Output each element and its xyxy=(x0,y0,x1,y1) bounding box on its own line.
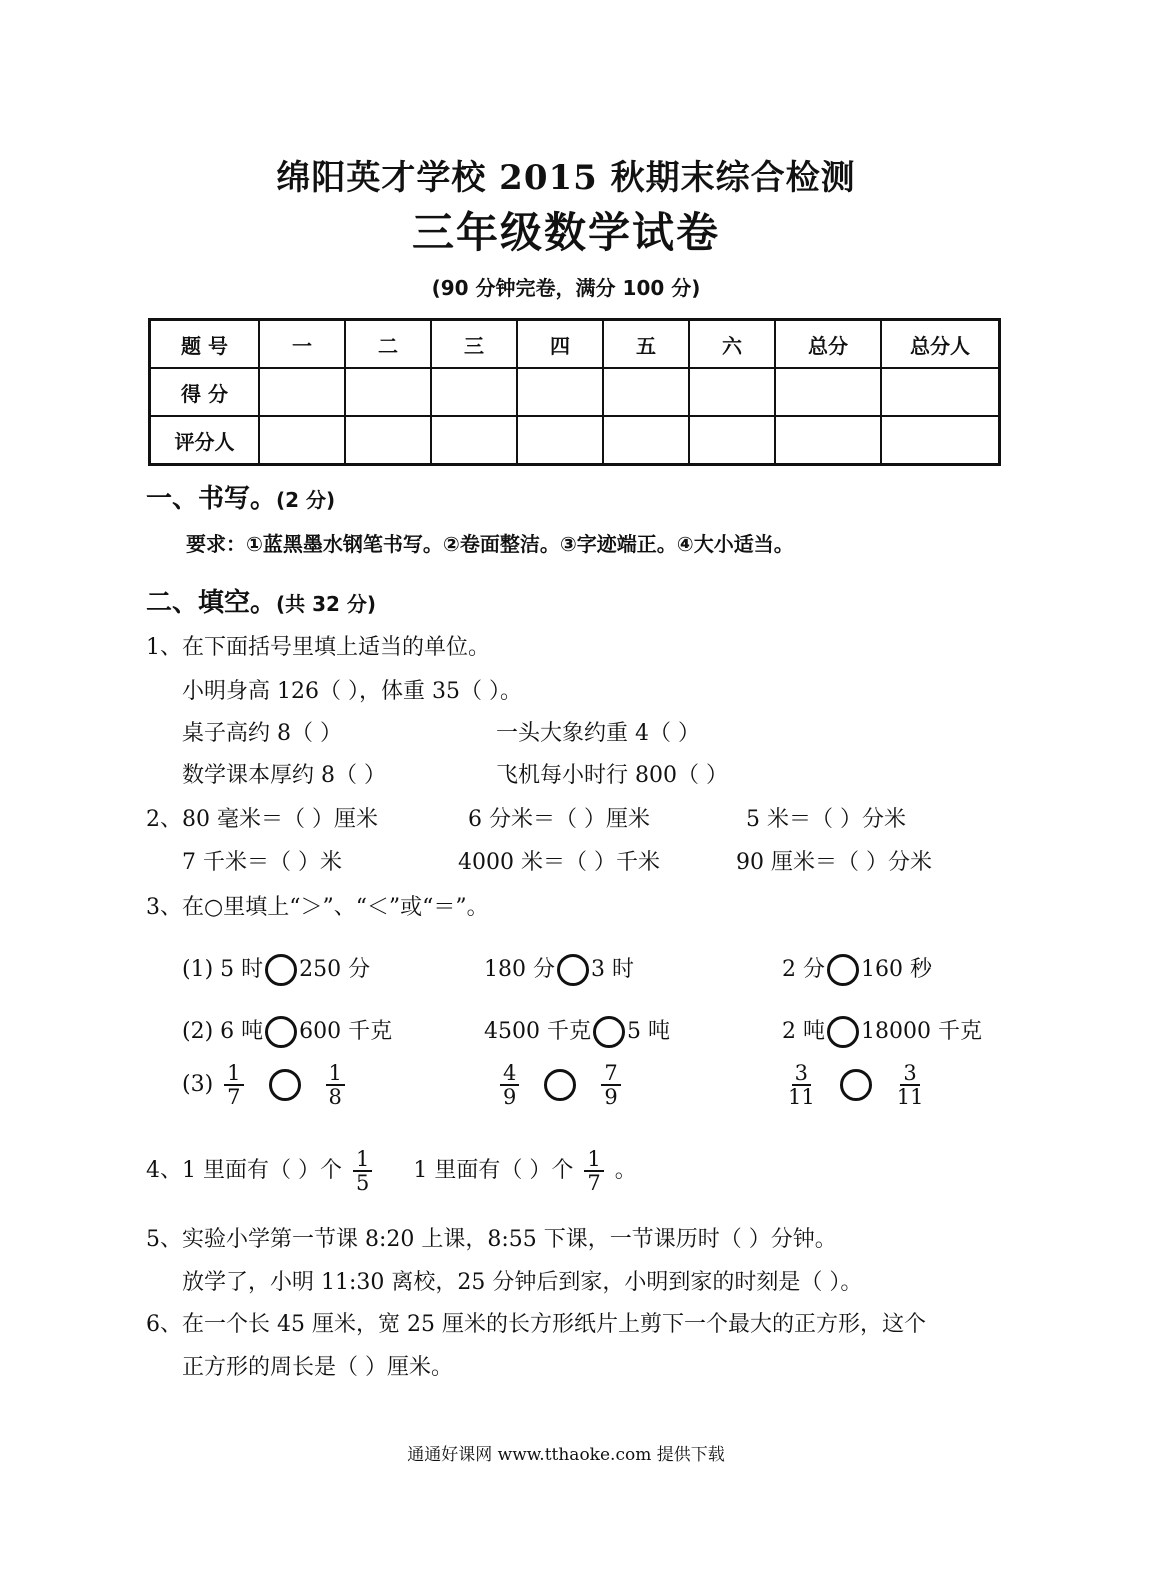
q1-line: 小明身高 126（ ），体重 35（ ）。 xyxy=(182,679,522,704)
compare-circle[interactable] xyxy=(265,1016,297,1048)
score-row-header: 评分人 xyxy=(150,416,260,465)
q4-part: 1 里面有（ ）个 xyxy=(413,1158,574,1184)
score-cell xyxy=(881,368,1000,416)
score-table-header-row xyxy=(150,320,1000,369)
compare-circle[interactable] xyxy=(269,1069,301,1101)
q4-end: 。 xyxy=(614,1158,637,1184)
score-cell xyxy=(881,416,1000,465)
section-2-heading xyxy=(146,582,376,619)
score-cell xyxy=(345,368,431,416)
section-1-title: 一、书写。 xyxy=(146,484,277,514)
fraction-denominator: 5 xyxy=(355,1171,370,1196)
q1-line: 飞机每小时行 800（ ） xyxy=(496,763,728,788)
q3-label: (1) xyxy=(182,957,214,982)
compare-circle[interactable] xyxy=(840,1069,872,1101)
compare-circle[interactable] xyxy=(557,954,589,986)
score-cell xyxy=(603,416,689,465)
q3-item xyxy=(484,1014,670,1048)
q3-prompt: 3、在○里填上“＞”、“＜”或“＝”。 xyxy=(146,895,489,920)
exam-title: 绵阳英才学校 2015 秋期末综合检测 xyxy=(276,158,856,198)
fraction-numerator: 7 xyxy=(601,1062,620,1086)
section-2-points: (共 32 分) xyxy=(276,592,377,616)
fraction-numerator: 1 xyxy=(584,1148,603,1172)
compare-right: 160 秒 xyxy=(861,957,932,982)
q4-part: 4、1 里面有（ ）个 xyxy=(146,1158,342,1184)
score-table xyxy=(148,318,1001,466)
score-cell xyxy=(689,416,775,465)
exam-note: (90 分钟完卷，满分 100 分) xyxy=(431,276,701,300)
q3-row-3 xyxy=(182,1062,349,1108)
fraction-numerator: 1 xyxy=(326,1062,345,1086)
score-col-header: 总分人 xyxy=(881,320,1000,369)
score-col-header: 三 xyxy=(431,320,517,369)
score-table-row xyxy=(150,416,1000,465)
score-col-header: 六 xyxy=(689,320,775,369)
fraction xyxy=(353,1148,372,1194)
score-cell xyxy=(259,416,345,465)
q1-line: 一头大象约重 4（ ） xyxy=(496,721,700,746)
score-col-header: 二 xyxy=(345,320,431,369)
fraction-denominator: 11 xyxy=(788,1085,815,1110)
score-table-row xyxy=(150,368,1000,416)
fraction xyxy=(500,1062,519,1108)
q3-item xyxy=(782,1014,982,1048)
compare-right: 250 分 xyxy=(299,957,371,982)
compare-circle[interactable] xyxy=(265,954,297,986)
q1-line: 数学课本厚约 8（ ） xyxy=(182,763,386,788)
compare-left: 5 时 xyxy=(220,957,264,982)
q1-line: 桌子高约 8（ ） xyxy=(182,721,342,746)
compare-left: 2 分 xyxy=(782,957,825,982)
fraction xyxy=(897,1062,924,1108)
fraction xyxy=(584,1148,603,1194)
score-cell xyxy=(775,416,881,465)
fraction xyxy=(601,1062,620,1108)
compare-left: 6 吨 xyxy=(220,1019,264,1044)
q3-item xyxy=(782,952,932,986)
fraction-numerator: 4 xyxy=(500,1062,519,1086)
score-cell xyxy=(259,368,345,416)
compare-left: 180 分 xyxy=(484,957,555,982)
score-col-header: 一 xyxy=(259,320,345,369)
exam-subtitle: 三年级数学试卷 xyxy=(411,208,720,257)
compare-circle[interactable] xyxy=(827,954,859,986)
q2-item: 2、80 毫米＝（ ）厘米 xyxy=(146,807,378,832)
q6-line: 6、在一个长 45 厘米，宽 25 厘米的长方形纸片上剪下一个最大的正方形，这个 xyxy=(146,1312,926,1337)
writing-requirement: 要求：①蓝黑墨水钢笔书写。②卷面整洁。③字迹端正。④大小适当。 xyxy=(186,532,794,556)
fraction-denominator: 9 xyxy=(503,1085,517,1110)
q3-label: (3) xyxy=(182,1072,214,1098)
score-cell xyxy=(517,416,603,465)
score-row-header: 得 分 xyxy=(150,368,260,416)
compare-right: 5 吨 xyxy=(626,1019,670,1044)
q3-item xyxy=(784,1062,927,1108)
fraction-denominator: 8 xyxy=(328,1085,342,1110)
q3-label: (2) xyxy=(182,1019,214,1044)
compare-right: 18000 千克 xyxy=(861,1019,982,1044)
q1-prompt: 1、在下面括号里填上适当的单位。 xyxy=(146,635,490,660)
score-cell xyxy=(775,368,881,416)
score-cell xyxy=(517,368,603,416)
score-cell xyxy=(431,416,517,465)
fraction xyxy=(224,1062,243,1108)
q2-item: 4000 米＝（ ）千米 xyxy=(458,850,660,875)
fraction-denominator: 7 xyxy=(227,1085,241,1110)
footer-credit: 通通好课网 www.tthaoke.com 提供下载 xyxy=(407,1445,725,1465)
q5-line: 放学了，小明 11:30 离校，25 分钟后到家，小明到家的时刻是（ ）。 xyxy=(182,1270,863,1295)
q2-item: 90 厘米＝（ ）分米 xyxy=(736,850,932,875)
section-1-heading xyxy=(146,478,335,515)
fraction-numerator: 3 xyxy=(792,1062,811,1086)
score-col-header: 总分 xyxy=(775,320,881,369)
q3-item xyxy=(496,1062,625,1108)
q3-row-1 xyxy=(182,952,370,986)
compare-circle[interactable] xyxy=(827,1016,859,1048)
q4-line xyxy=(146,1148,637,1194)
score-col-header: 四 xyxy=(517,320,603,369)
compare-circle[interactable] xyxy=(593,1016,625,1048)
fraction-numerator: 3 xyxy=(900,1062,919,1086)
q2-item: 6 分米＝（ ）厘米 xyxy=(468,807,650,832)
section-1-points: (2 分) xyxy=(276,488,336,512)
q3-item xyxy=(484,952,634,986)
compare-left: 2 吨 xyxy=(782,1019,825,1044)
score-cell xyxy=(603,368,689,416)
fraction-denominator: 11 xyxy=(896,1085,924,1110)
q2-item: 7 千米＝（ ）米 xyxy=(182,850,342,875)
fraction xyxy=(788,1062,815,1108)
fraction-numerator: 1 xyxy=(224,1062,243,1086)
fraction xyxy=(326,1062,345,1108)
q6-line: 正方形的周长是（ ）厘米。 xyxy=(182,1355,453,1380)
score-col-header: 五 xyxy=(603,320,689,369)
fraction-denominator: 9 xyxy=(604,1085,618,1110)
compare-left: 4500 千克 xyxy=(484,1019,591,1044)
q3-row-2 xyxy=(182,1014,392,1048)
compare-right: 3 时 xyxy=(591,957,634,982)
q5-line: 5、实验小学第一节课 8:20 上课，8:55 下课，一节课历时（ ）分钟。 xyxy=(146,1227,837,1252)
compare-right: 600 千克 xyxy=(299,1019,393,1044)
score-cell xyxy=(431,368,517,416)
compare-circle[interactable] xyxy=(544,1069,576,1101)
section-2-title: 二、填空。 xyxy=(146,588,277,618)
score-cell xyxy=(689,368,775,416)
score-col-header: 题 号 xyxy=(150,320,260,369)
score-cell xyxy=(345,416,431,465)
fraction-numerator: 1 xyxy=(353,1148,372,1172)
q2-item: 5 米＝（ ）分米 xyxy=(746,807,906,832)
fraction-denominator: 7 xyxy=(587,1171,601,1196)
